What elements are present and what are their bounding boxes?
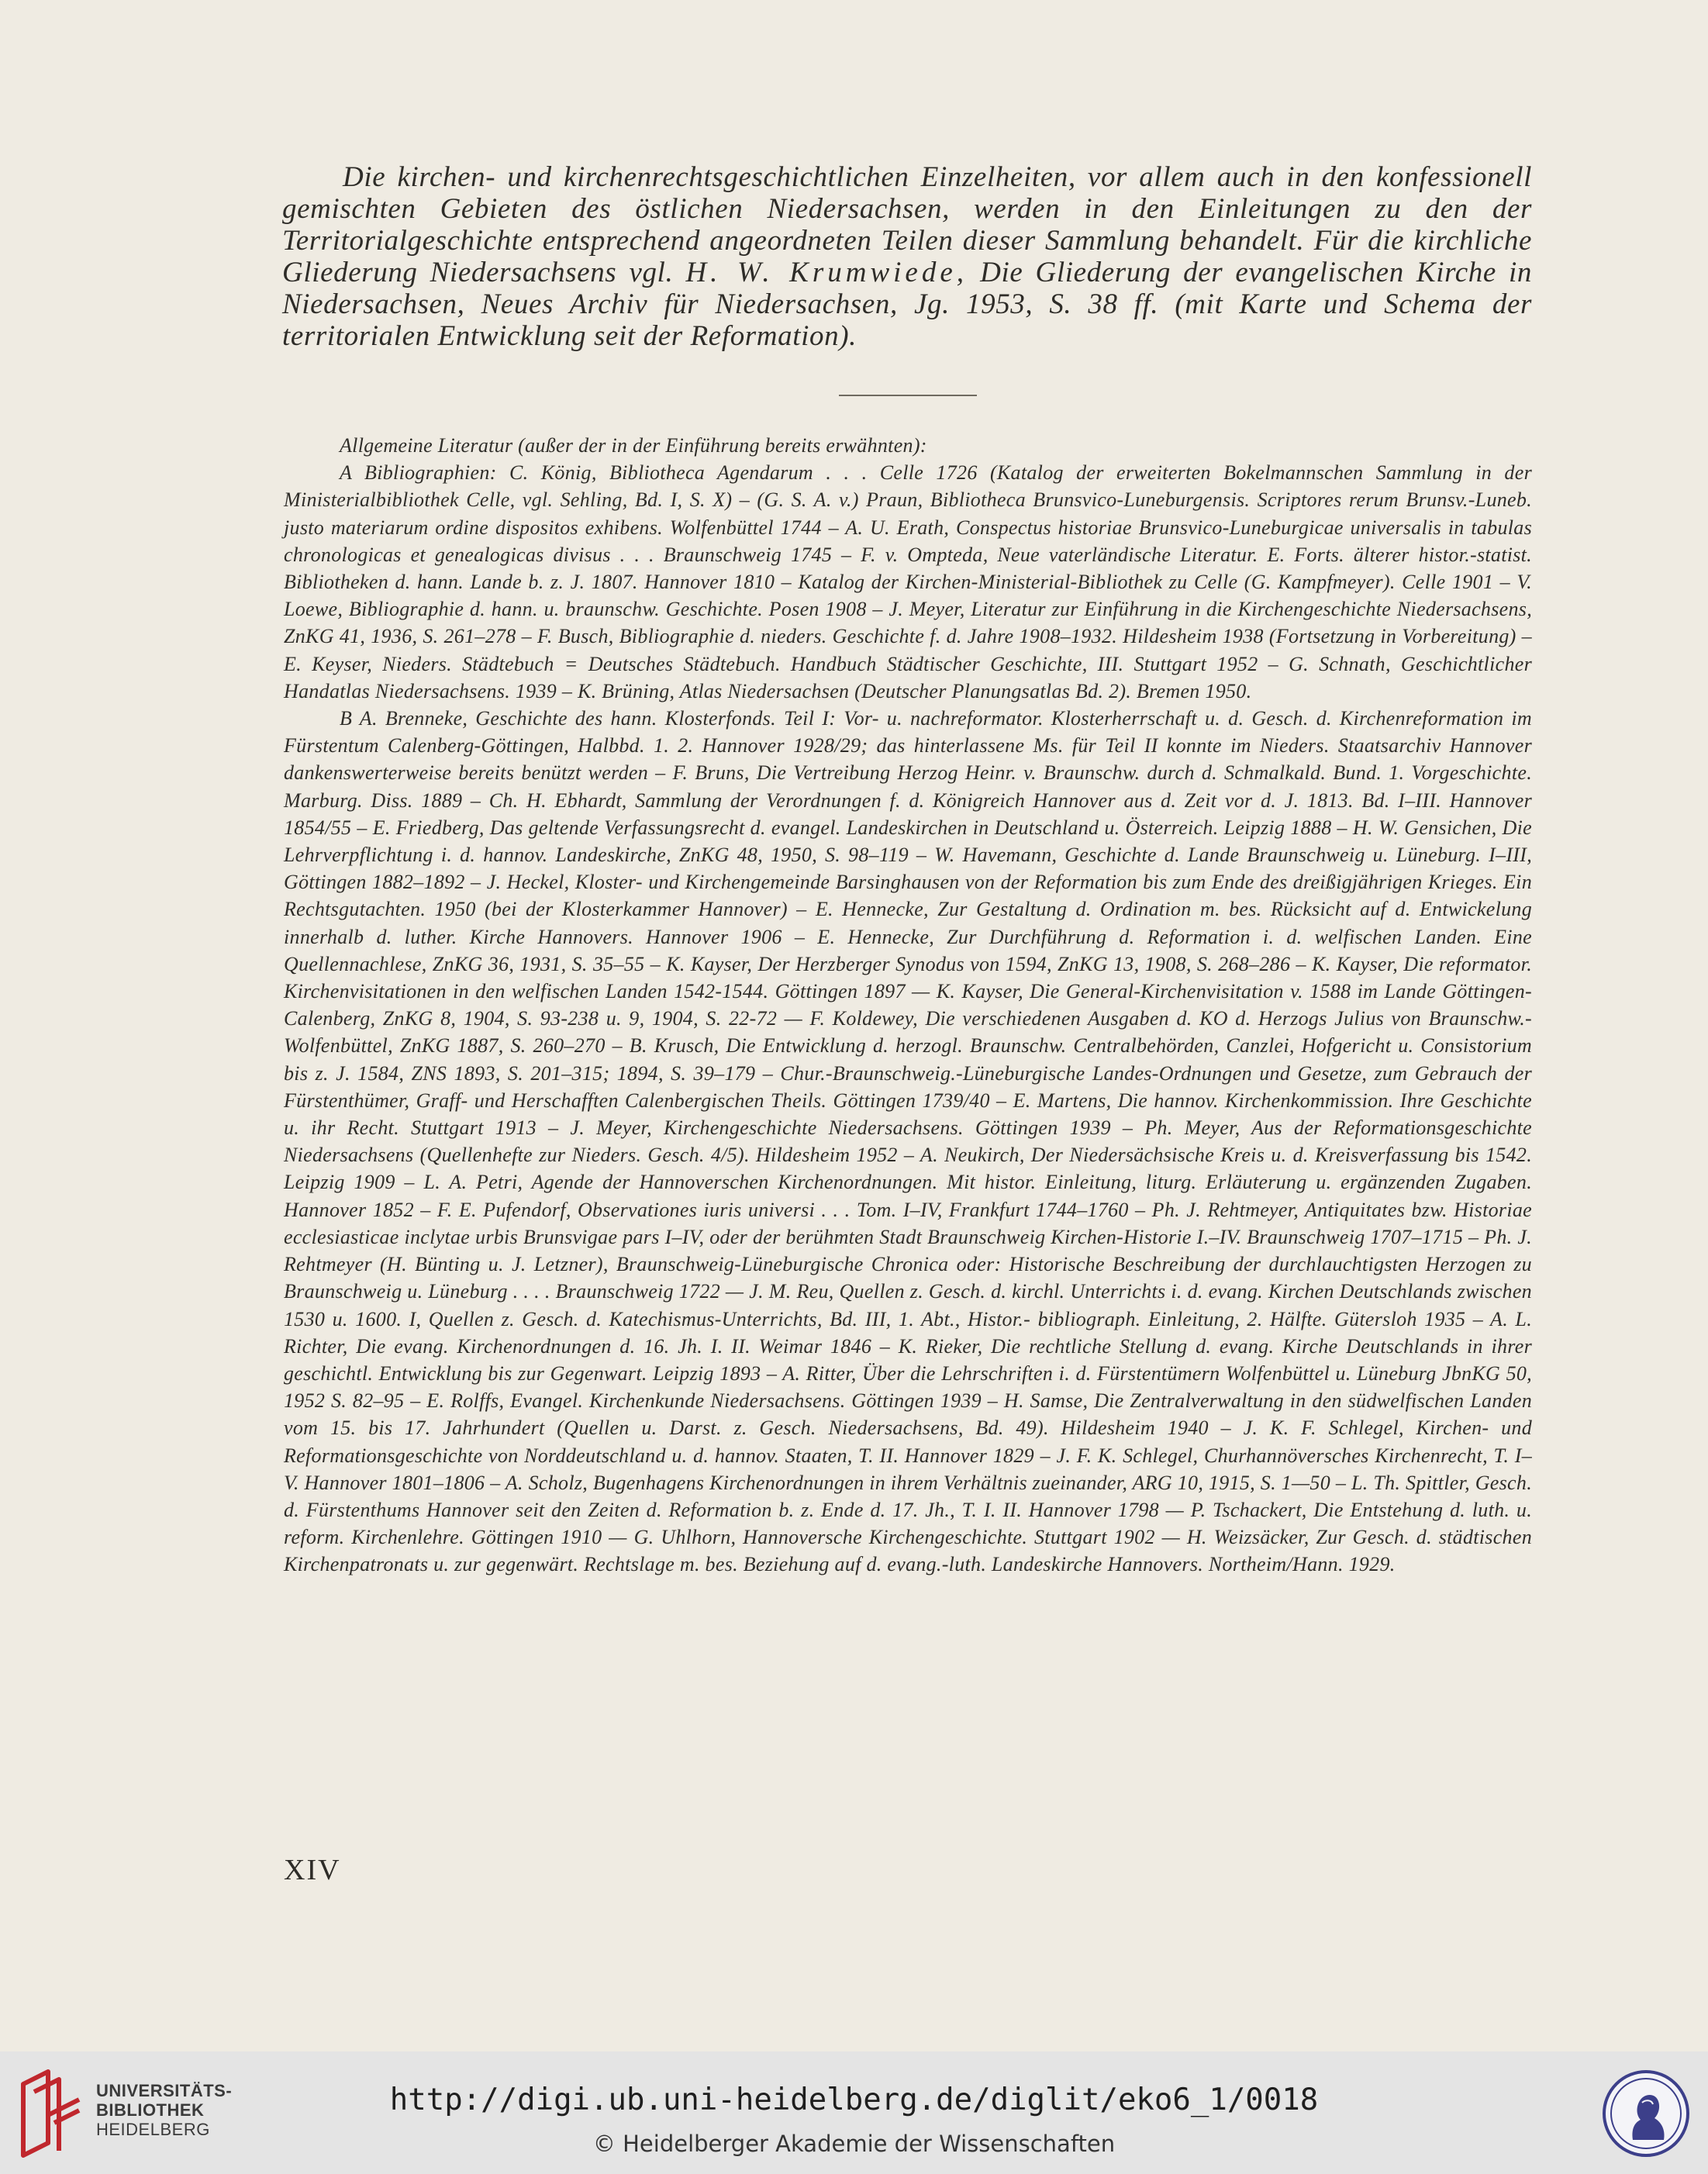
section-divider: [839, 395, 977, 396]
intro-paragraph: [282, 161, 1532, 352]
library-name-line: HEIDELBERG: [96, 2120, 210, 2139]
bibliographies-paragraph: A Bibliographien: C. König, Bibliotheca Agendarum . . . Celle 1726 (Katalog der erweiterten Bokelmannschen Sammlung in der Ministerialbibliothek Celle, vgl. Sehling, Bd. I, S. X) – (G. S. A. v.) Praun, Bibliotheca Brunsvico-Luneburgensis. Scriptores rerum Brunsv.-Luneb. justo materiarum ordine dispositos exhibens. Wolfenbüttel 1744 – A. U. Erath, Conspectus historiae Brunsvico-Luneburgicae universalis in tabulas chronologicas et genealogicas divisus . . . Braunschweig 1745 – F. v. Ompteda, Neue vaterländische Literatur. E. Forts. älterer histor.-statist. Bibliotheken d. hann. Lande b. z. J. 1807. Hannover 1810 – Katalog der Kirchen-Ministerial-Bibliothek zu Celle (G. Kampfmeyer). Celle 1901 – V. Loewe, Bibliographie d. hann. u. braunschw. Geschichte. Posen 1908 – J. Meyer, Literatur zur Einführung in die Kirchengeschichte Niedersachsens, ZnKG 41, 1936, S. 261–278 – F. Busch, Bibliographie d. nieders. Geschichte f. d. Jahre 1908–1932. Hildesheim 1938 (Fortsetzung in Vorbereitung) – E. Keyser, Nieders. Städtebuch = Deutsches Städtebuch. Handbuch Städtischer Geschichte, III. Stuttgart 1952 – G. Schnath, Geschichtlicher Handatlas Niedersachsens. 1939 – K. Brüning, Atlas Niedersachsen (Deutscher Planungsatlas Bd. 2). Bremen 1950.: [284, 461, 1532, 702]
literature-heading: Allgemeine Literatur: [340, 434, 513, 457]
intro-author: H. W. Krumwiede,: [685, 257, 968, 288]
page-number: XIV: [284, 1854, 341, 1886]
literature-heading-note: (außer der in der Einführung bereits erwähnten):: [518, 434, 927, 457]
library-name-line: UNIVERSITÄTS-: [96, 2081, 233, 2100]
copyright-notice: © Heidelberger Akademie der Wissenschaften: [592, 2131, 1116, 2157]
sources-paragraph: B A. Brenneke, Geschichte des hann. Klosterfonds. Teil I: Vor- u. nachreformator. Klosterherrschaft u. d. Gesch. d. Kirchenreformation im Fürstentum Calenberg-Göttingen, Halbbd. 1. 2. Hannover 1928/29; das hinterlassene Ms. für Teil II konnte im Nieders. Staatsarchiv Hannover dankenswerterweise bereits benützt werden – F. Bruns, Die Vertreibung Herzog Heinr. v. Braunschw. durch d. Schmalkald. Bund. 1. Vorgeschichte. Marburg. Diss. 1889 – Ch. H. Ebhardt, Sammlung der Verordnungen f. d. Königreich Hannover aus d. Zeit vor d. J. 1813. Bd. I–III. Hannover 1854/55 – E. Friedberg, Das geltende Verfassungsrecht d. evangel. Landeskirchen in Deutschland u. Österreich. Leipzig 1888 – H. W. Gensichen, Die Lehrverpflichtung i. d. hannov. Landeskirche, ZnKG 48, 1950, S. 98–119 – W. Havemann, Geschichte d. Lande Braunschweig u. Lüneburg. I–III, Göttingen 1882–1892 – J. Heckel, Kloster- und Kirchengemeinde Barsinghausen von der Reformation bis zum Ende des dreißigjährigen Krieges. Ein Rechtsgutachten. 1950 (bei der Klosterkammer Hannover) – E. Hennecke, Zur Gestaltung d. Ordination m. bes. Rücksicht auf d. Entwickelung innerhalb d. luther. Kirche Hannovers. Hannover 1906 – E. Hennecke, Zur Durchführung d. Reformation i. d. welfischen Landen. Eine Quellennachlese, ZnKG 36, 1931, S. 35–55 – K. Kayser, Der Herzberger Synodus von 1594, ZnKG 13, 1908, S. 268–286 – K. Kayser, Die reformator. Kirchenvisitationen in den welfischen Landen 1542-1544. Göttingen 1897 — K. Kayser, Die General-Kirchenvisitation v. 1588 im Lande Göttingen-Calenberg, ZnKG 8, 1904, S. 93-238 u. 9, 1904, S. 22-72 — F. Koldewey, Die verschiedenen Ausgaben d. KO d. Herzogs Julius von Braunschw.-Wolfenbüttel, ZnKG 1887, S. 260–270 – B. Krusch, Die Entwicklung d. herzogl. Braunschw. Centralbehörden, Canzlei, Hofgericht u. Consistorium bis z. J. 1584, ZNS 1893, S. 201–315; 1894, S. 39–179 – Chur.-Braunschweig.-Lüneburgische Landes-Ordnungen und Gesetze, zum Gebrauch der Fürstenthümer, Graff- und Herschafften Calenbergischen Theils. Göttingen 1739/40 – E. Martens, Die hannov. Kirchenkommission. Ihre Geschichte u. ihr Recht. Stuttgart 1913 – J. Meyer, Kirchengeschichte Niedersachsens. Göttingen 1939 – Ph. Meyer, Aus der Reformationsgeschichte Niedersachsens (Quellenhefte zur Nieders. Gesch. 4/5). Hildesheim 1952 – A. Neukirch, Der Niedersächsische Kreis u. d. Kreisverfassung bis 1542. Leipzig 1909 – L. A. Petri, Agende der Hannoverschen Kirchenordnungen. Mit histor. Einleitung, liturg. Erläuterung u. ergänzenden Zugaben. Hannover 1852 – F. E. Pufendorf, Observationes iuris universi . . . Tom. I–IV, Frankfurt 1744–1760 – Ph. J. Rehtmeyer, Antiquitates bzw. Historiae ecclesiasticae inclytae urbis Brunsvigae pars I–IV, oder der berühmten Stadt Braunschweig Kirchen-Historie I.–IV. Braunschweig 1707–1715 – Ph. J. Rehtmeyer (H. Bünting u. J. Letzner), Braunschweig-Lüneburgische Chronica oder: Historische Beschreibung der durchlauchtigsten Herzogen zu Braunschweig u. Lüneburg . . . . Braunschweig 1722 — J. M. Reu, Quellen z. Gesch. d. kirchl. Unterrichts i. d. evang. Kirchen Deutschlands zwischen 1530 u. 1600. I, Quellen z. Gesch. d. Katechismus-Unterrichts, Bd. III, 1. Abt., Histor.- bibliograph. Einleitung, 2. Hälfte. Gütersloh 1935 – A. L. Richter, Die evang. Kirchenordnungen d. 16. Jh. I. II. Weimar 1846 – K. Rieker, Die rechtliche Stellung d. evang. Kirche Deutschlands in ihrer geschichtl. Entwicklung bis zur Gegenwart. Leipzig 1893 – A. Ritter, Über die Lehrschriften i. d. Fürstentümern Wolfenbüttel u. Lüneburg JbnKG 50, 1952 S. 82–95 – E. Rolffs, Evangel. Kirchenkunde Niedersachsens. Göttingen 1939 – H. Samse, Die Zentralverwaltung in den südwelfischen Landen vom 15. bis 17. Jahrhundert (Quellen u. Darst. z. Gesch. Niedersachsens, Bd. 49). Hildesheim 1940 – J. K. F. Schlegel, Kirchen- und Reformationsgeschichte von Norddeutschland u. d. hannov. Staaten, T. II. Hannover 1829 – J. F. K. Schlegel, Churhannöversches Kirchenrecht, T. I–V. Hannover 1801–1806 – A. Scholz, Bugenhagens Kirchenordnungen in ihrem Verhältnis zueinander, ARG 10, 1915, S. 1—50 – L. Th. Spittler, Gesch. d. Fürstenthums Hannover seit den Zeiten d. Reformation b. z. Ende d. 17. Jh., T. I. II. Hannover 1798 — P. Tschackert, Die Entstehung d. luth. u. reform. Kirchenlehre. Göttingen 1910 — G. Uhlhorn, Hannoversche Kirchengeschichte. Stuttgart 1902 — H. Weizsäcker, Zur Gesch. d. städtischen Kirchenpatronats u. zur gegenwärt. Rechtslage m. bes. Beziehung auf d. evang.-luth. Landeskirche Hannovers. Northeim/Hann. 1929.: [284, 707, 1532, 1576]
literature-section: [284, 432, 1532, 1579]
intro-text-part1: Die kirchen- und kirchenrechtsgeschichtlichen Einzelheiten, vor allem auch in den konfessionell gemischten Gebieten des östlichen Niedersachsen, werden in den Einleitungen zu den der Territorialgeschichte entsprechend angeordneten Teilen dieser Sammlung behandelt. Für die kirchliche Gliederung Niedersachsens vgl.: [282, 161, 1532, 288]
permalink-url[interactable]: http://digi.ub.uni-heidelberg.de/diglit/eko6_1/0018: [389, 2083, 1319, 2117]
intro-text-part2: Die Gliederung der evangelischen Kirche in Niedersachsen, Neues Archiv für Niedersachsen, Jg. 1953, S. 38 ff. (mit Karte und Schema der territorialen Entwicklung seit der Reformation).: [282, 257, 1532, 352]
library-name-line: BIBLIOTHEK: [96, 2100, 205, 2120]
academy-seal-icon[interactable]: [1602, 2069, 1690, 2158]
footer-bar: [0, 2051, 1708, 2174]
